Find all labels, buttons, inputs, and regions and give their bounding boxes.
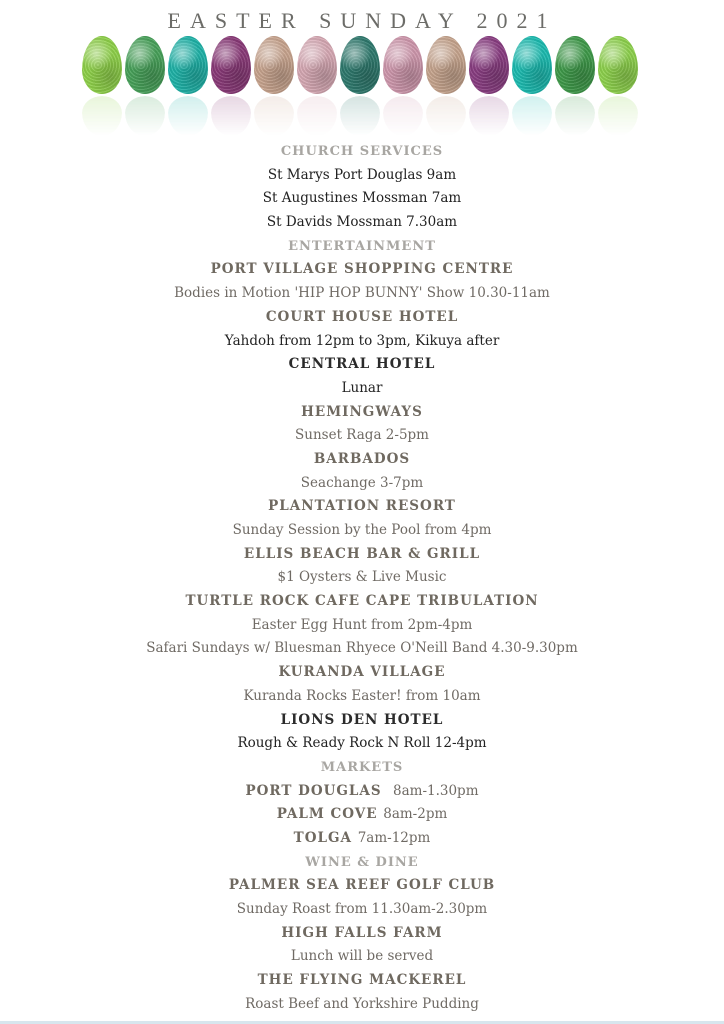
venue-lions-den: LIONS DEN HOTEL bbox=[280, 711, 444, 728]
easter-eggs-banner bbox=[82, 36, 642, 136]
easter-egg-icon bbox=[426, 36, 466, 94]
egg-reflection bbox=[125, 96, 165, 136]
venue-plantation-resort: PLANTATION RESORT bbox=[268, 498, 456, 515]
venue-detail: Yahdoh from 12pm to 3pm, Kikuya after bbox=[224, 332, 500, 349]
venue-flying-mackerel: THE FLYING MACKEREL bbox=[257, 972, 467, 989]
church-item: St Augustines Mossman 7am bbox=[262, 190, 462, 207]
easter-egg-icon bbox=[340, 36, 380, 94]
easter-egg-icon bbox=[168, 36, 208, 94]
market-name: PALM COVE bbox=[276, 806, 378, 823]
market-port-douglas bbox=[0, 780, 724, 804]
market-name: TOLGA bbox=[293, 829, 352, 846]
easter-egg bbox=[555, 36, 595, 136]
easter-egg bbox=[297, 36, 337, 136]
venue-high-falls-farm: HIGH FALLS FARM bbox=[281, 924, 443, 941]
easter-egg-icon bbox=[512, 36, 552, 94]
egg-reflection bbox=[211, 96, 251, 136]
church-item: St Davids Mossman 7.30am bbox=[266, 214, 458, 231]
egg-reflection bbox=[383, 96, 423, 136]
venue-detail: Rough & Ready Rock N Roll 12-4pm bbox=[237, 735, 487, 752]
egg-reflection bbox=[82, 96, 122, 136]
easter-egg bbox=[469, 36, 509, 136]
market-time: 7am-12pm bbox=[357, 829, 431, 846]
venue-detail: $1 Oysters & Live Music bbox=[277, 569, 447, 586]
market-name: PORT DOUGLAS bbox=[245, 782, 382, 799]
market-palm-cove bbox=[0, 803, 724, 827]
page-title: EASTER SUNDAY 2021 bbox=[167, 8, 557, 33]
venue-ellis-beach: ELLIS BEACH BAR & GRILL bbox=[243, 545, 481, 562]
venue-detail: Sunset Raga 2-5pm bbox=[295, 427, 429, 444]
egg-reflection bbox=[426, 96, 466, 136]
egg-reflection bbox=[254, 96, 294, 136]
easter-egg bbox=[383, 36, 423, 136]
easter-egg bbox=[254, 36, 294, 136]
easter-egg-icon bbox=[125, 36, 165, 94]
venue-hemingways: HEMINGWAYS bbox=[301, 403, 423, 420]
easter-egg-icon bbox=[555, 36, 595, 94]
church-item: St Marys Port Douglas 9am bbox=[267, 166, 457, 183]
egg-reflection bbox=[168, 96, 208, 136]
venue-detail: Kuranda Rocks Easter! from 10am bbox=[243, 687, 481, 704]
venue-central-hotel: CENTRAL HOTEL bbox=[288, 356, 436, 373]
venue-detail: Sunday Roast from 11.30am-2.30pm bbox=[236, 901, 488, 917]
venue-detail: Lunch will be served bbox=[290, 948, 434, 965]
easter-egg-icon bbox=[598, 36, 638, 94]
venue-detail: Bodies in Motion 'HIP HOP BUNNY' Show 10.30-11am bbox=[174, 285, 550, 302]
easter-egg-icon bbox=[211, 36, 251, 94]
easter-egg bbox=[125, 36, 165, 136]
venue-court-house: COURT HOUSE HOTEL bbox=[265, 308, 459, 325]
venue-detail: Lunar bbox=[341, 379, 383, 396]
section-church-services: CHURCH SERVICES bbox=[280, 144, 444, 159]
venue-detail: Roast Beef and Yorkshire Pudding bbox=[245, 995, 479, 1012]
easter-egg bbox=[340, 36, 380, 136]
easter-egg-icon bbox=[297, 36, 337, 94]
egg-reflection bbox=[469, 96, 509, 136]
egg-reflection bbox=[297, 96, 337, 136]
venue-barbados: BARBADOS bbox=[313, 450, 411, 467]
easter-egg bbox=[168, 36, 208, 136]
easter-egg-icon bbox=[82, 36, 122, 94]
egg-reflection bbox=[598, 96, 638, 136]
easter-egg bbox=[82, 36, 122, 136]
easter-egg-icon bbox=[469, 36, 509, 94]
easter-egg-icon bbox=[383, 36, 423, 94]
venue-port-village: PORT VILLAGE SHOPPING CENTRE bbox=[210, 261, 514, 278]
venue-detail: Easter Egg Hunt from 2pm-4pm bbox=[251, 616, 473, 633]
egg-reflection bbox=[555, 96, 595, 136]
venue-palmer-sea-reef: PALMER SEA REEF GOLF CLUB bbox=[228, 877, 496, 894]
venue-turtle-rock: TURTLE ROCK CAFE CAPE TRIBULATION bbox=[185, 593, 539, 610]
venue-detail: Sunday Session by the Pool from 4pm bbox=[232, 522, 492, 538]
egg-reflection bbox=[340, 96, 380, 136]
easter-egg bbox=[426, 36, 466, 136]
section-wine-dine: WINE & DINE bbox=[305, 854, 419, 870]
section-markets: MARKETS bbox=[320, 759, 404, 775]
events-list bbox=[0, 140, 724, 1016]
market-tolga bbox=[0, 827, 724, 851]
market-time: 8am-1.30pm bbox=[393, 782, 479, 799]
venue-detail: Safari Sundays w/ Bluesman Rhyece O'Neill Band 4.30-9.30pm bbox=[146, 640, 578, 657]
market-time: 8am-2pm bbox=[383, 806, 448, 823]
easter-egg bbox=[598, 36, 638, 136]
easter-egg bbox=[211, 36, 251, 136]
easter-egg-icon bbox=[254, 36, 294, 94]
venue-detail: Seachange 3-7pm bbox=[300, 474, 424, 491]
easter-egg bbox=[512, 36, 552, 136]
egg-reflection bbox=[512, 96, 552, 136]
section-entertainment: ENTERTAINMENT bbox=[288, 238, 436, 254]
venue-kuranda-village: KURANDA VILLAGE bbox=[278, 664, 446, 681]
